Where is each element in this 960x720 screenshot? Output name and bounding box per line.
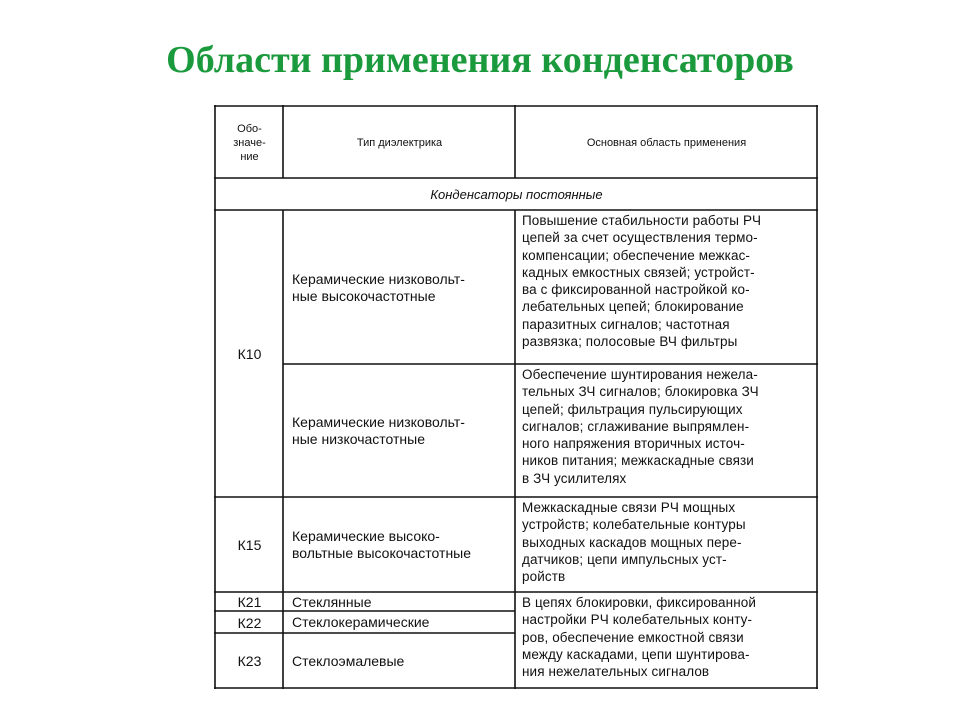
application-k10-lf: Обеспечение шунтирования нежела- тельных ЗЧ сигналов; блокировка ЗЧ цепей; фильтрация пульсирующих сигналов; сглаживание выпрямлен- ного напряжения вторичных источ- ников питания; межкаскадные связи в ЗЧ усилителях	[522, 367, 759, 486]
code-k23: К23	[237, 653, 262, 669]
application-k10-hf: Повышение стабильности работы РЧ цепей за счет осуществления термо- компенсации; обеспечение межкас- кадных емкостных связей; устройст- ва с фиксированной настройкой ко- лебательных цепей; блокирование паразитных сигналов; частотная развязка; полосовые ВЧ фильтры	[522, 213, 762, 350]
dielectric-k21: Стеклянные	[292, 593, 372, 610]
application-k15: Межкаскадные связи РЧ мощных устройств; колебательные контуры выходных каскадов мощных пере- датчиков; цепи импульсных уст- ройств	[522, 500, 746, 585]
capacitor-applications-table	[214, 105, 818, 689]
dielectric-k23: Стеклоэмалевые	[292, 652, 405, 669]
dielectric-k22: Стеклокерамические	[292, 614, 430, 630]
dielectric-k15: Керамические высоко- вольтные высокочастотные	[292, 528, 472, 561]
slide-title: Области применения конденсаторов	[166, 39, 794, 81]
code-k10: К10	[237, 346, 262, 362]
code-k21: К21	[237, 594, 262, 610]
section-title: Конденсаторы постоянные	[430, 187, 603, 202]
dielectric-k10-hf: Керамические низковольт- ные высокочастотные	[292, 270, 465, 304]
application-k21-k23-shared: В цепях блокировки, фиксированной настройки РЧ колебательных конту- ров, обеспечение емкостной связи между каскадами, цепи шунтирова- ния нежелательных сигналов	[522, 595, 757, 680]
header-dielectric: Тип диэлектрика	[356, 136, 443, 149]
code-k15: К15	[237, 537, 262, 553]
dielectric-k10-lf: Керамические низковольт- ные низкочастотные	[292, 414, 465, 447]
header-application: Основная область применения	[586, 136, 747, 149]
header-designation: Обо- значе- ние	[233, 122, 266, 163]
code-k22: К22	[237, 614, 262, 631]
